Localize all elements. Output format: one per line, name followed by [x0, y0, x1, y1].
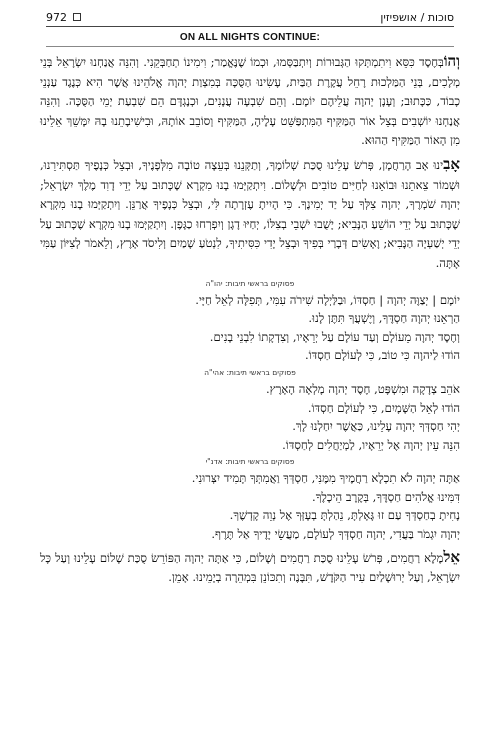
verse-group-2-heading: פסוקים בראשי תיבות: אהי"ה — [204, 367, 296, 377]
paragraph-2-first-word: אָבִ — [443, 154, 460, 173]
paragraph-1-text: בְּחֶסֶד כִּסֵּא וִיתִמְתְּקוּ הַגְּבוּרוֹת וְיִתְבַּסְּמוּ, וּכְמוֹ שֶׁנֶּאֱמַר; וִימִינוֹ תְחַבְּקֵנִי. וְהִנֵּה אֲנַחְנוּ יִשְׂרָאֵל בְּנֵי מְלָכִים, בְּנֵי הַמַּלְכוּת רָחֵל עֲקֶרֶת הַבַּיִת, עָשִׂינוּ הַסֻּכָּה בְּמִצְוַת יְהוָה אֱלֹהֵינוּ אֲשֶׁר הִיא כְּנֶגֶד עַנְנֵי כָבוֹד, כַּכָּתוּב; וְעָנָן יְהוָה עֲלֵיהֶם יוֹמָם. וְהֵם שִׁבְעָה עֲנָנִים, וּכְנֶגְדָּם הֵם שִׁבְעַת יְמֵי הַסֻּכָּה. וְהִנֵּה אֲנַחְנוּ יוֹשְׁבִים בְּצֵל אוֹר הַמַּקִּיף הַמִּתְפַּשֵּׁט עָלֶיהָ, הַמַּקִּיף וְסוֹבֵב אוֹתָהּ, וּבִישִׁיבָתֵנוּ בָהּ יִמָּשֵׁךְ אֵלֵינוּ מִן הָאוֹר הַמַּקִּיף הַהוּא. — [40, 55, 460, 148]
prayer-text — [40, 52, 460, 746]
closing-first-word: אֵל — [443, 547, 460, 566]
square-icon — [73, 13, 81, 21]
verse-line: נָחִיתָ בְחַסְדְּךָ עַם זוּ גָּאָלְתָּ, נֵהַלְתָּ בְעָזְּךָ אֶל נְוֵה קָדְשֶׁךָ. — [229, 508, 460, 523]
verse-line: אֹהֵב צְדָקָה וּמִשְׁפָּט, חֶסֶד יְהוָה מָלְאָה הָאָרֶץ. — [265, 381, 460, 396]
verse-line: הוֹדוּ לַיהוָה כִּי טוֹב, כִּי לְעוֹלָם חַסְדּוֹ. — [304, 348, 460, 363]
verse-line: יְהוָה יִגְמֹר בַּעֲדִי, יְהוָה חַסְדְּךָ לְעוֹלָם, מַעֲשֵׂי יָדֶיךָ אַל תֶּרֶף. — [211, 527, 460, 542]
paragraph-1-first-word: וְהוֹ — [443, 52, 460, 70]
verse-line: הַרְאֵנוּ יְהוָה חַסְדֶּךָ, וְיֶשְׁעֲךָ תִּתֶּן לָנוּ. — [308, 311, 460, 326]
page-header — [46, 8, 454, 27]
page-number: 972 — [46, 10, 67, 24]
verse-line: הִנֵּה עֵין יְהוָה אֶל יְרֵאָיו, לַמְיַחֲלִים לְחַסְדּוֹ. — [282, 437, 460, 452]
page-number-group — [46, 11, 81, 24]
verse-line: דִּמִּינוּ אֱלֹהִים חַסְדֶּךָ, בְּקֶרֶב הֵיכָלֶךָ. — [312, 489, 460, 504]
paragraph-1 — [40, 52, 460, 151]
section-label: ON ALL NIGHTS CONTINUE: — [46, 32, 454, 47]
verse-group-3-heading: פסוקים בראשי תיבות: אדנ"י — [205, 457, 295, 467]
paragraph-2 — [40, 155, 460, 274]
verse-line: אַתָּה יְהוָה לֹא תִכְלָא רַחֲמֶיךָ מִמֶּנִּי, חַסְדְּךָ וַאֲמִתְּךָ תָּמִיד יִצְּרוּנִי. — [191, 471, 460, 486]
page-title: סוכות / אושפיזין — [380, 10, 454, 24]
verse-line: וְחֶסֶד יְהוָה מֵעוֹלָם וְעַד עוֹלָם עַל יְרֵאָיו, וְצִדְקָתוֹ לִבְנֵי בָנִים. — [209, 329, 460, 344]
closing-text: מֶלֶא רַחֲמִים, פְּרֹשׂ עָלֵינוּ סֻכַּת רַחֲמִים וְשָׁלוֹם, כִּי אַתָּה יְהוָה הַפּוֹרֵשׂ סֻכַּת שָׁלוֹם עָלֵינוּ וְעַל כָּל יִשְׂרָאֵל, וְעַל יְרוּשָׁלַיִם עִיר הַקֹּדֶשׁ, תִּבָּנֶה וְתִכּוֹנֵן בִּמְהֵרָה בְיָמֵינוּ. אָמֵן. — [40, 550, 460, 585]
verse-line: יוֹמָם | יְצַוֶּה יְהוָה | חַסְדּוֹ, וּבַלַּיְלָה שִׁירֹה עִמִּי, תְּפִלָּה לְאֵל חַיָּי. — [195, 292, 460, 307]
verse-group-1-heading: פסוקים בראשי תיבות: יהו"ה — [205, 278, 295, 288]
verse-line: יְהִי חַסְדְּךָ יְהוָה עָלֵינוּ, כַּאֲשֶׁר יִחַלְנוּ לָךְ. — [292, 419, 460, 434]
verse-line: הוֹדוּ לְאֵל הַשָּׁמָיִם, כִּי לְעוֹלָם חַסְדּוֹ. — [307, 400, 460, 415]
paragraph-2-text: ינוּ אָב הָרַחֲמָן, פְּרֹשׂ עָלֵינוּ סֻכַּת שְׁלוֹמֶךָ, וְתַקְּנֵנוּ בְּעֵצָה טוֹבָה מִלְּפָנֶיךָ, וּבְצֵל כְּנָפֶיךָ תַּסְתִּירֵנוּ, וּשְׁמוֹר צֵאתֵנוּ וּבוֹאֵנוּ לְחַיִּים טוֹבִים וּלְשָׁלוֹם. וִיתְקַיְּמוּ בָנוּ מִקְרָא שֶׁכָּתוּב עַל יְדֵי דָוִד מֶלֶךְ יִשְׂרָאֵל; יְהוָה שֹׁמְרֶךָ, יְהוָה צִלְּךָ עַל יַד יְמִינֶךָ. כִּי הָיִיתָ עֶזְרָתָה לִּי, וּבְצֵל כְּנָפֶיךָ אֲרַנֵּן. וְיִתְקַיְּמוּ בָנוּ מִקְרָא שֶׁכָּתוּב עַל יְדֵי הוֹשֵׁעַ הַנָּבִיא; יָשֻׁבוּ יֹשְׁבֵי בְצִלּוֹ, יְחַיּוּ דָגָן וְיִפְרְחוּ כַגָּפֶן. וְיִתְקַיְּמוּ בָנוּ מִקְרָא שֶׁכָּתוּב עַל יְדֵי יְשַׁעְיָה הַנָּבִיא; וָאָשִׂים דְּבָרַי בְּפִיךָ וּבְצֵל יָדִי כִּסִּיתִיךָ, לִנְטֹעַ שָׁמַיִם וְלִיסֹד אָרֶץ, וְלֵאמֹר לְצִיּוֹן עַמִּי אָתָּה. — [40, 157, 460, 270]
closing-paragraph — [40, 548, 460, 588]
